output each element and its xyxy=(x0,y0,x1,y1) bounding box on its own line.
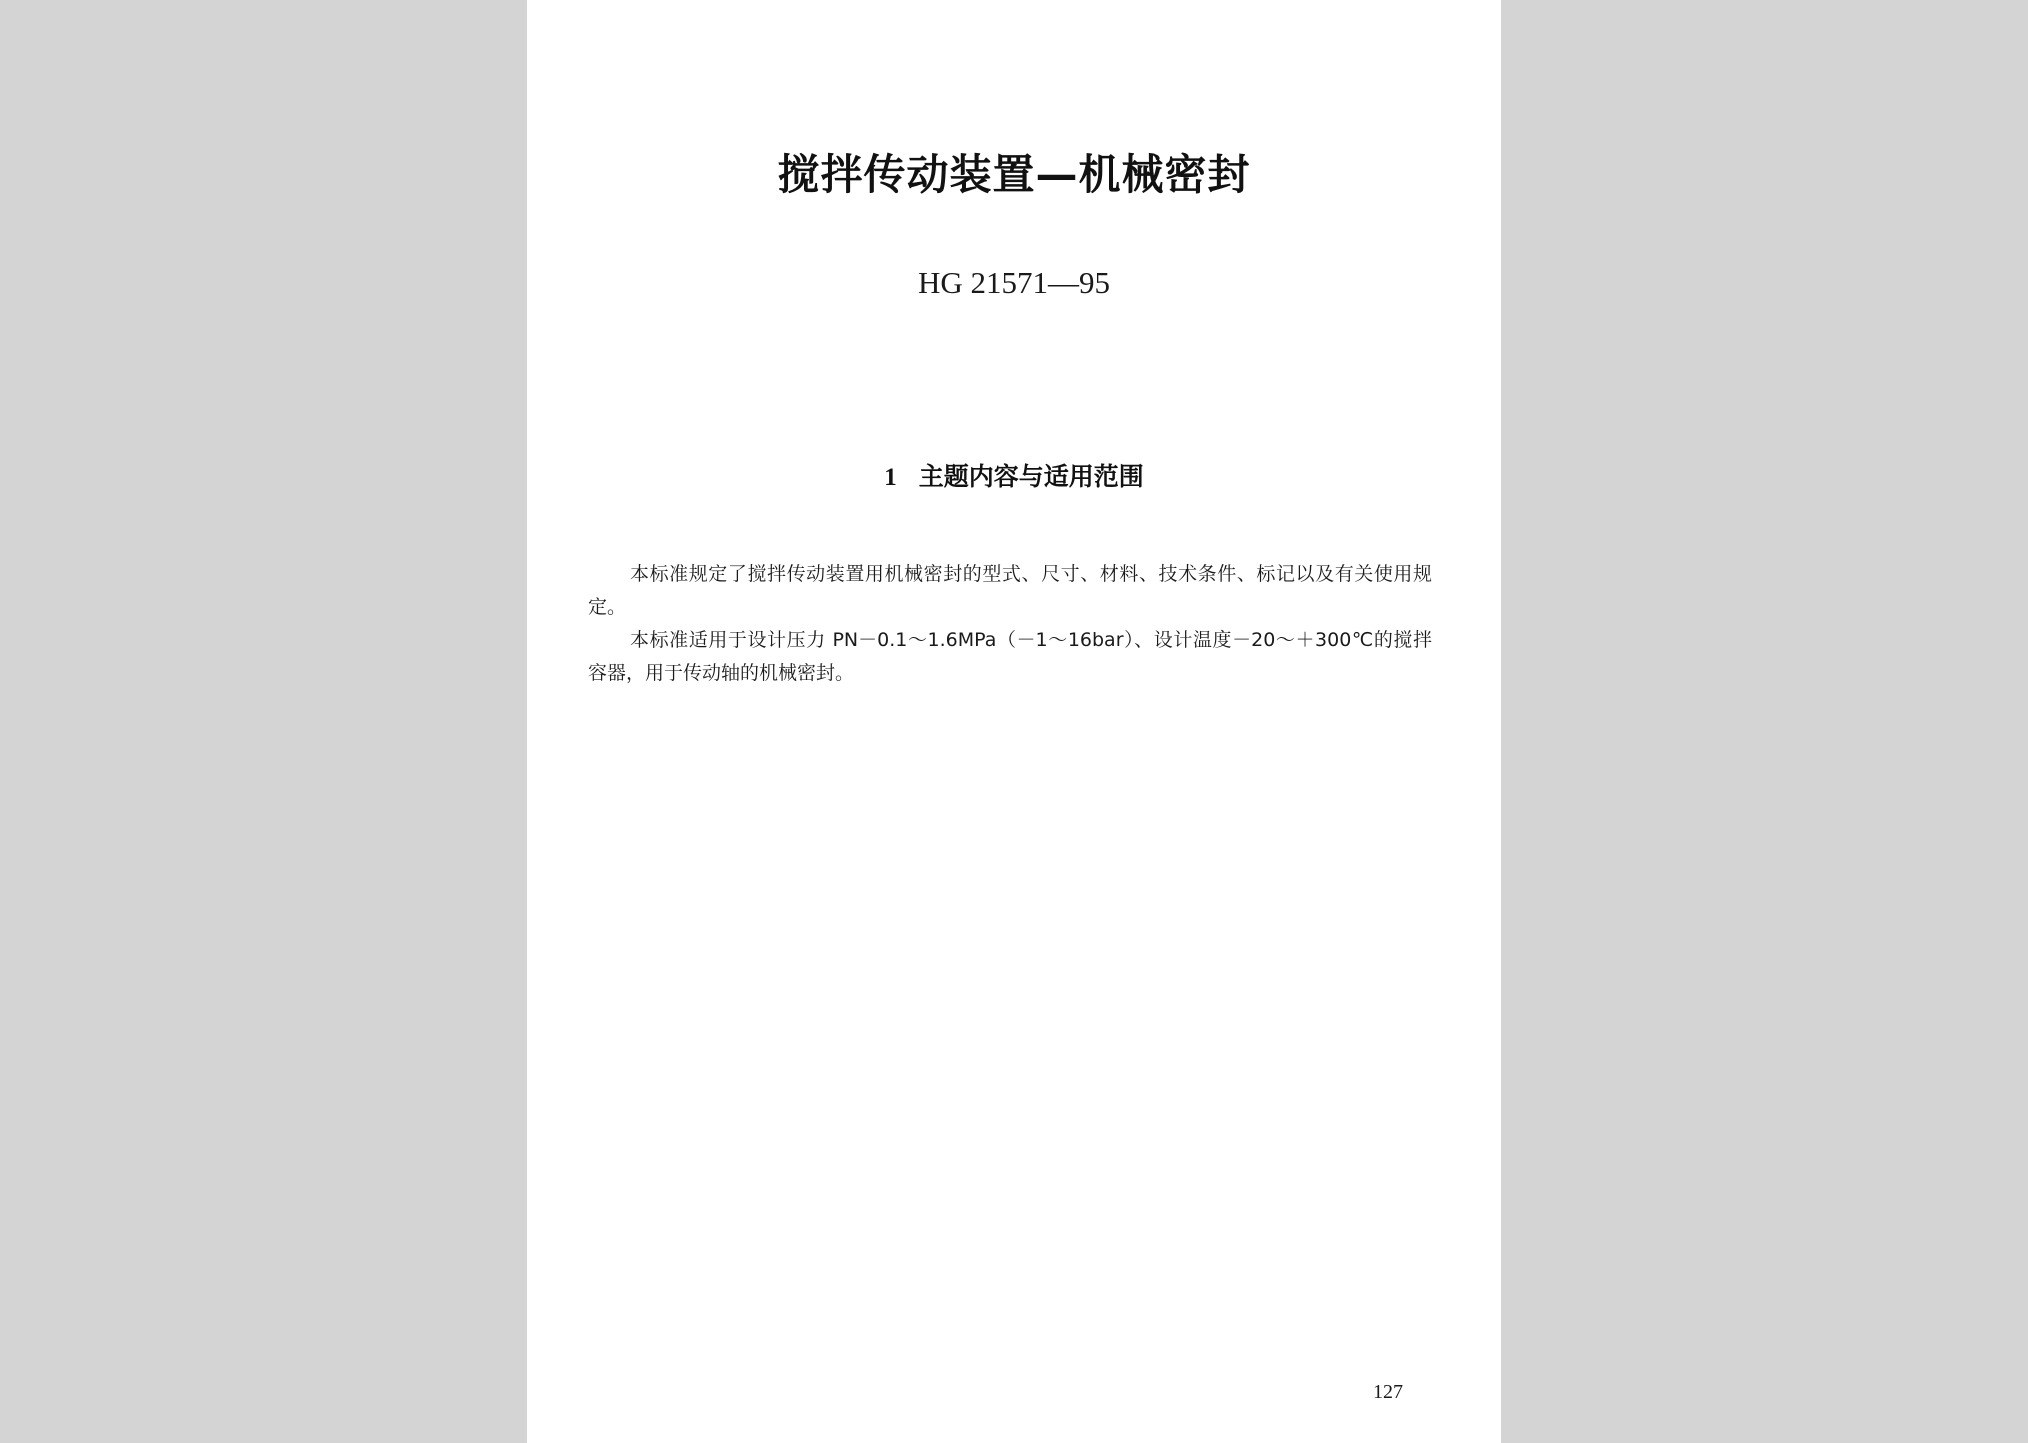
document-page xyxy=(527,0,1501,1443)
section-heading xyxy=(527,458,1501,497)
body-text xyxy=(588,558,1432,690)
section-title: 主题内容与适用范围 xyxy=(918,462,1144,491)
document-title: 搅拌传动装置—机械密封 xyxy=(777,150,1251,199)
paragraph-applicability: 本标准适用于设计压力 PN－0.1～1.6MPa（－1～16bar）、设计温度－20～＋300℃的搅拌容器，用于传动轴的机械密封。 xyxy=(588,629,1432,684)
page-number: 127 xyxy=(1373,1381,1403,1403)
paragraph-scope: 本标准规定了搅拌传动装置用机械密封的型式、尺寸、材料、技术条件、标记以及有关使用规定。 xyxy=(588,563,1432,618)
standard-code: HG 21571—95 xyxy=(917,265,1111,300)
section-number: 1 xyxy=(884,464,897,491)
